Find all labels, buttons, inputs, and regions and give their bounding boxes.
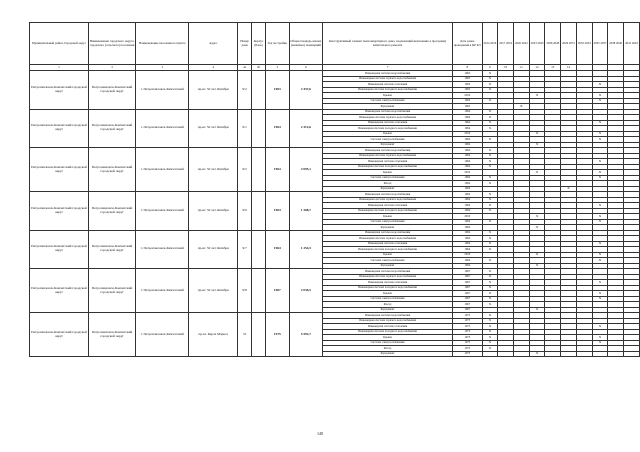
period-mark-cell: X [482,340,498,346]
period-mark-cell: X [592,335,608,341]
period-mark-cell: X [482,76,498,82]
prior-repair-date-cell: 1975 [452,340,482,346]
period-mark-cell: X [529,263,545,269]
locality-cell: г. Петропавловск-Камчатский [136,71,189,110]
period-mark-cell: X [592,170,608,176]
element-cell: Инженерная система холодного водоснабжения [323,285,453,291]
period-mark-cell: X [592,214,608,220]
prior-repair-date-cell: 1975 [452,324,482,330]
element-cell: Инженерная система холодного водоснабжения [323,126,453,132]
block-cell [252,269,266,313]
period-mark-cell: X [482,87,498,93]
period-mark-cell: X [529,170,545,176]
table-header-row [30,23,640,65]
element-cell: Инженерная система водоснабжения [323,313,453,319]
period-mark-cell: X [529,131,545,137]
period-mark-cell: X [592,82,608,88]
build-year-cell: 1964 [265,192,289,231]
element-cell: Крыша [323,131,453,137]
element-cell: Крыша [323,291,453,297]
period-mark-cell: X [482,236,498,242]
column-header: 2020 2022 [514,23,530,65]
element-cell: Инженерная система водоснабжения [323,269,453,275]
prior-repair-date-cell: 2010 [452,170,482,176]
build-year-cell: 1967 [265,269,289,313]
block-cell [252,71,266,110]
element-cell: Система электроснабжения [323,296,453,302]
prior-repair-date-cell: 1964 [452,197,482,203]
column-number: 4 [189,65,238,71]
element-cell: Фасад [323,302,453,308]
period-mark-cell: X [482,109,498,115]
prior-repair-date-cell: 1967 [452,269,482,275]
period-mark-cell: X [592,203,608,209]
district-cell: Петропавловск-Камчатский городской округ [30,71,89,110]
prior-repair-date-cell: 1963 [452,104,482,110]
column-number: 11 [514,65,530,71]
period-mark-cell: X [482,98,498,104]
prior-repair-date-cell: 1975 [452,351,482,357]
build-year-cell: 1975 [265,313,289,357]
build-year-cell: 1963 [265,71,289,110]
prior-repair-date-cell: 1963 [452,82,482,88]
element-cell: Система электроснабжения [323,98,453,104]
period-mark-cell: X [482,324,498,330]
period-mark-cell: X [482,203,498,209]
period-mark-cell [514,351,530,357]
element-cell: Инженерная система горячего водоснабжения [323,274,453,280]
settlement-cell: Петропавловск-Камчатский городской округ [88,269,135,313]
period-mark-cell: X [529,225,545,231]
column-number: 8 [452,65,482,71]
period-mark-cell: X [482,219,498,225]
build-year-cell: 1964 [265,109,289,148]
prior-repair-date-cell: 1964 [452,225,482,231]
house-number-cell: 9/8 [238,269,252,313]
period-mark-cell: X [482,164,498,170]
period-mark-cell: X [592,98,608,104]
settlement-cell: Петропавловск-Камчатский городской округ [88,148,135,192]
element-cell: Крыша [323,214,453,220]
period-mark-cell: X [482,346,498,352]
prior-repair-date-cell: 1964 [452,219,482,225]
register-sheet [29,22,640,357]
page-number: 149 [317,431,323,436]
element-cell: Крыша [323,170,453,176]
element-cell: Инженерная система холодного водоснабжения [323,164,453,170]
prior-repair-date-cell: 1964 [452,109,482,115]
element-cell: Инженерная система холодного водоснабжения [323,247,453,253]
period-mark-cell: X [592,219,608,225]
period-mark-cell [545,351,561,357]
element-cell: Система электроснабжения [323,175,453,181]
prior-repair-date-cell: 2010 [452,131,482,137]
column-number: 14 [561,65,577,71]
period-mark-cell [482,351,498,357]
area-cell: 2 095,1 [289,148,322,192]
column-header: Наименование городского округа, городского (сельского) поселения [88,23,135,65]
column-number: 1 [30,65,89,71]
element-cell: Система электроснабжения [323,219,453,225]
prior-repair-date-cell: 1964 [452,153,482,159]
period-mark-cell: X [529,93,545,99]
element-cell: Инженерная система водоснабжения [323,71,453,77]
element-cell: Инженерная система отопления [323,324,453,330]
column-number: 5 [265,65,289,71]
column-number: 9 [482,65,498,71]
period-mark-cell: X [482,302,498,308]
period-mark-cell: X [529,252,545,258]
column-header: 2038 2040 [608,23,624,65]
prior-repair-date-cell: 1964 [452,115,482,121]
column-header: Наименование населенного пункта [136,23,189,65]
period-mark-cell: X [529,214,545,220]
column-header: Дата ранее проведения в КР КЭ [452,23,482,65]
locality-cell: г. Петропавловск-Камчатский [136,230,189,269]
area-cell: 2 312,6 [289,109,322,148]
element-cell: Фундамент [323,225,453,231]
prior-repair-date-cell: 1964 [452,203,482,209]
district-cell: Петропавловск-Камчатский городской округ [30,230,89,269]
house-number-cell: 9/1 [238,109,252,148]
element-cell: Инженерная система водоснабжения [323,230,453,236]
period-mark-cell: X [529,307,545,313]
element-cell: Фундамент [323,104,453,110]
prior-repair-date-cell: 1964 [452,186,482,192]
settlement-cell: Петропавловск-Камчатский городской округ [88,109,135,148]
period-mark-cell: X [561,186,577,192]
element-cell: Фасад [323,346,453,352]
period-mark-cell: X [482,241,498,247]
element-cell: Инженерная система водоснабжения [323,109,453,115]
district-cell: Петропавловск-Камчатский городской округ [30,148,89,192]
period-mark-cell: X [592,175,608,181]
element-cell: Инженерная система горячего водоснабжения [323,318,453,324]
column-header: Муниципальный район, Городской округ [30,23,89,65]
prior-repair-date-cell: 1967 [452,307,482,313]
element-cell: Система электроснабжения [323,340,453,346]
prior-repair-date-cell: 1964 [452,142,482,148]
element-cell: Система электроснабжения [323,258,453,264]
period-mark-cell: X [592,258,608,264]
period-mark-cell: X [482,313,498,319]
block-cell [252,192,266,231]
column-header: 2032 2034 [576,23,592,65]
block-cell [252,148,266,192]
column-header: 2014 2016 [482,23,498,65]
area-cell: 1 254,5 [289,230,322,269]
address-cell: пр-кт. 50 лет Октября [189,109,238,148]
period-mark-cell: X [482,175,498,181]
settlement-cell: Петропавловск-Камчатский городской округ [88,71,135,110]
column-number: 2 [88,65,135,71]
prior-repair-date-cell: 1964 [452,236,482,242]
prior-repair-date-cell: 1964 [452,120,482,126]
house-number-cell: 9/2 [238,71,252,110]
period-mark-cell: X [482,192,498,198]
column-header: Адрес [189,23,238,65]
column-header: 2026 2028 [545,23,561,65]
period-mark-cell: X [592,280,608,286]
element-cell: Инженерная система водоснабжения [323,148,453,154]
repair-program-table [29,22,640,357]
prior-repair-date-cell: 1964 [452,175,482,181]
prior-repair-date-cell: 1963 [452,98,482,104]
locality-cell: г. Петропавловск-Камчатский [136,269,189,313]
period-mark-cell: X [529,351,545,357]
prior-repair-date-cell: 2010 [452,214,482,220]
element-cell: Инженерная система горячего водоснабжения [323,236,453,242]
address-cell: пр-кт. Карла Маркса [189,313,238,357]
table-body [30,71,640,357]
period-mark-cell: X [482,208,498,214]
district-cell: Петропавловск-Камчатский городской округ [30,313,89,357]
block-cell [252,109,266,148]
column-header: Номер дома [238,23,252,65]
column-number: 4а [238,65,252,71]
element-cell: Инженерная система горячего водоснабжения [323,115,453,121]
prior-repair-date-cell: 1964 [452,247,482,253]
house-number-cell: 9/6 [238,192,252,231]
column-number: 12 [529,65,545,71]
house-number-cell: 9/5 [238,148,252,192]
period-mark-cell: X [592,159,608,165]
period-mark-cell: X [592,340,608,346]
element-cell: Фундамент [323,142,453,148]
prior-repair-date-cell: 1964 [452,137,482,143]
period-mark-cell: X [529,142,545,148]
column-header: Общая площадь жилых (нежилых) помещений [289,23,322,65]
period-mark-cell: X [482,71,498,77]
element-cell: Инженерная система горячего водоснабжения [323,153,453,159]
prior-repair-date-cell: 1964 [452,208,482,214]
column-number: 4б [252,65,266,71]
period-mark-cell: X [482,269,498,275]
element-cell: Инженерная система отопления [323,280,453,286]
element-cell: Инженерная система водоснабжения [323,192,453,198]
prior-repair-date-cell: 2010 [452,252,482,258]
column-number: 6 [289,65,322,71]
column-header: 2035 2037 [592,23,608,65]
house-number-cell: 31 [238,313,252,357]
period-mark-cell: X [482,120,498,126]
element-cell: Система электроснабжения [323,137,453,143]
column-header: Корпус (Блок) [252,23,266,65]
prior-repair-date-cell: 1963 [452,71,482,77]
prior-repair-date-cell: 1967 [452,285,482,291]
prior-repair-date-cell: 1964 [452,159,482,165]
column-header: 2041 2043 [624,23,640,65]
column-header: 2017 2019 [498,23,514,65]
period-mark-cell [561,351,577,357]
element-cell: Инженерная система горячего водоснабжения [323,76,453,82]
address-cell: пр-кт. 50 лет Октября [189,269,238,313]
period-mark-cell: X [514,104,530,110]
period-mark-cell: X [592,131,608,137]
address-cell: пр-кт. 50 лет Октября [189,148,238,192]
prior-repair-date-cell: 1975 [452,313,482,319]
area-cell: 1 288,7 [289,192,322,231]
period-mark-cell [608,351,624,357]
prior-repair-date-cell: 1964 [452,230,482,236]
period-mark-cell: X [482,335,498,341]
period-mark-cell: X [592,137,608,143]
prior-repair-date-cell: 2010 [452,93,482,99]
column-number: 13 [545,65,561,71]
element-cell: Инженерная система горячего водоснабжения [323,197,453,203]
period-mark-cell [592,351,608,357]
period-mark-cell: X [592,324,608,330]
period-mark-cell: X [592,241,608,247]
prior-repair-date-cell: 1975 [452,329,482,335]
period-mark-cell: X [592,120,608,126]
prior-repair-date-cell: 1964 [452,263,482,269]
element-cell: Инженерная система отопления [323,82,453,88]
prior-repair-date-cell: 1967 [452,274,482,280]
element-cell: Фундамент [323,263,453,269]
period-mark-cell: X [482,126,498,132]
element-cell: Инженерная система отопления [323,241,453,247]
column-number: 10 [498,65,514,71]
period-mark-cell: X [482,153,498,159]
period-mark-cell: X [482,115,498,121]
period-mark-cell: X [482,159,498,165]
period-mark-cell [576,351,592,357]
element-cell: Инженерная система отопления [323,159,453,165]
block-cell [252,313,266,357]
build-year-cell: 1964 [265,148,289,192]
element-cell: Фасад [323,181,453,187]
locality-cell: г. Петропавловск-Камчатский [136,148,189,192]
prior-repair-date-cell: 1964 [452,148,482,154]
prior-repair-date-cell: 1975 [452,318,482,324]
element-cell: Фундамент [323,351,453,357]
prior-repair-date-cell: 1964 [452,241,482,247]
prior-repair-date-cell: 1967 [452,302,482,308]
period-mark-cell: X [482,82,498,88]
period-mark-cell [498,351,514,357]
district-cell: Петропавловск-Камчатский городской округ [30,109,89,148]
prior-repair-date-cell: 1963 [452,76,482,82]
district-cell: Петропавловск-Камчатский городской округ [30,269,89,313]
prior-repair-date-cell: 1967 [452,280,482,286]
period-mark-cell: X [592,291,608,297]
prior-repair-date-cell: 1975 [452,346,482,352]
element-cell: Инженерная система отопления [323,203,453,209]
house-number-cell: 9/7 [238,230,252,269]
period-mark-cell: X [482,197,498,203]
prior-repair-date-cell: 1975 [452,335,482,341]
element-cell: Инженерная система отопления [323,120,453,126]
period-mark-cell: X [482,296,498,302]
element-cell: Крыша [323,93,453,99]
build-year-cell: 1964 [265,230,289,269]
settlement-cell: Петропавловск-Камчатский городской округ [88,230,135,269]
element-cell: Инженерная система холодного водоснабжения [323,329,453,335]
period-mark-cell: X [482,258,498,264]
column-number: 3 [136,65,189,71]
prior-repair-date-cell: 1964 [452,126,482,132]
element-cell: Инженерная система холодного водоснабжения [323,87,453,93]
address-cell: пр-кт. 50 лет Октября [189,230,238,269]
period-mark-cell: X [482,181,498,187]
prior-repair-date-cell: 1964 [452,258,482,264]
area-cell: 5 592,7 [289,313,322,357]
locality-cell: г. Петропавловск-Камчатский [136,192,189,231]
prior-repair-date-cell: 1967 [452,291,482,297]
element-cell: Крыша [323,252,453,258]
prior-repair-date-cell: 1964 [452,164,482,170]
settlement-cell: Петропавловск-Камчатский городской округ [88,313,135,357]
area-cell: 2 036,5 [289,269,322,313]
element-cell: Крыша [323,335,453,341]
period-mark-cell: X [592,93,608,99]
column-header: Конструктивный элемент многоквартирного дома, подлежащий включению в программу капитального ремонта [323,23,453,65]
period-mark-cell: X [482,291,498,297]
period-mark-cell [624,351,640,357]
period-mark-cell: X [482,318,498,324]
period-mark-cell: X [592,252,608,258]
address-cell: пр-кт. 50 лет Октября [189,192,238,231]
prior-repair-date-cell: 1967 [452,296,482,302]
settlement-cell: Петропавловск-Камчатский городской округ [88,192,135,231]
block-cell [252,230,266,269]
period-mark-cell: X [482,329,498,335]
period-mark-cell: X [482,285,498,291]
period-mark-cell: X [482,230,498,236]
element-cell: Фундамент [323,307,453,313]
element-cell: Инженерная система холодного водоснабжения [323,208,453,214]
area-cell: 2 437,6 [289,71,322,110]
period-mark-cell: X [482,274,498,280]
locality-cell: г. Петропавловск-Камчатский [136,313,189,357]
locality-cell: г. Петропавловск-Камчатский [136,109,189,148]
column-header: 2023 2025 [529,23,545,65]
prior-repair-date-cell: 1963 [452,87,482,93]
element-cell: Фундамент [323,186,453,192]
period-mark-cell: X [482,280,498,286]
period-mark-cell: X [482,247,498,253]
period-mark-cell: X [592,296,608,302]
prior-repair-date-cell: 1964 [452,181,482,187]
district-cell: Петропавловск-Камчатский городской округ [30,192,89,231]
address-cell: пр-кт. 50 лет Октября [189,71,238,110]
column-header: 2029 2031 [561,23,577,65]
period-mark-cell: X [482,148,498,154]
column-number: 7 [323,65,453,71]
column-header: Год постройки [265,23,289,65]
prior-repair-date-cell: 1964 [452,192,482,198]
period-mark-cell: X [482,137,498,143]
